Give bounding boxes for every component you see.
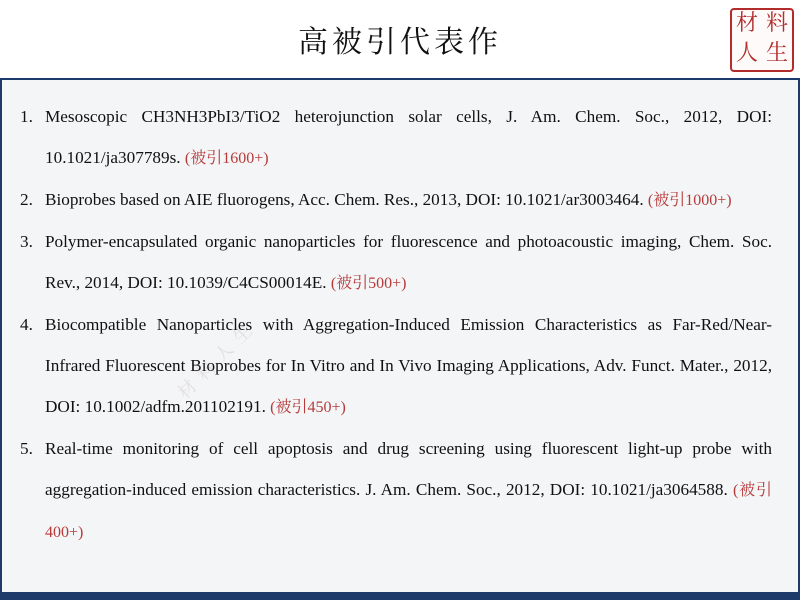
- reference-text: [45, 221, 772, 304]
- reference-item: [20, 428, 772, 553]
- reference-item: [20, 304, 772, 428]
- seal-char: 料: [765, 11, 788, 36]
- reference-number: 3.: [20, 232, 33, 251]
- reference-text: [45, 428, 772, 553]
- citation-count: (被引1000+): [647, 192, 732, 209]
- seal-logo: [730, 8, 794, 72]
- reference-item: [20, 96, 772, 179]
- citation-count: (被引400+): [45, 482, 772, 541]
- reference-item: [20, 179, 772, 221]
- reference-text: [45, 96, 772, 179]
- reference-item: [20, 221, 772, 304]
- reference-text: [45, 179, 772, 221]
- title-bar: [0, 0, 800, 80]
- seal-char: 生: [765, 41, 788, 66]
- page-title: 高被引代表作: [298, 25, 502, 60]
- citation-count: (被引450+): [270, 399, 346, 416]
- reference-body: Bioprobes based on AIE fluorogens, Acc. Chem. Res., 2013, DOI: 10.1021/ar3003464.: [45, 190, 644, 209]
- reference-body: Polymer-encapsulated organic nanoparticles for fluorescence and photoacoustic imaging, Chem. Soc. Rev., 2014, DOI: 10.1039/C4CS00014E.: [45, 232, 772, 292]
- seal-char: 材: [735, 11, 758, 36]
- citation-count: (被引500+): [330, 275, 407, 292]
- footer-strip: [0, 592, 800, 600]
- reference-body: Biocompatible Nanoparticles with Aggregation-Induced Emission Characteristics as Far-Red/Near-Infrared Fluorescent Bioprobes for In Vitro and In Vivo Imaging Applications, Adv. Funct. Mater., 2012, DOI: 10.1002/adfm.201102191.: [45, 315, 772, 416]
- reference-number: 1.: [20, 107, 33, 126]
- reference-list: [0, 80, 800, 600]
- citation-count: (被引1600+): [184, 150, 269, 167]
- seal-char: 人: [735, 41, 758, 66]
- watermark-text: 材料人生: [173, 314, 263, 404]
- reference-number: 2.: [20, 190, 33, 209]
- reference-number: 5.: [20, 439, 33, 458]
- reference-body: Mesoscopic CH3NH3PbI3/TiO2 heterojunction solar cells, J. Am. Chem. Soc., 2012, DOI: 10.1021/ja307789s.: [45, 107, 772, 167]
- reference-body: Real-time monitoring of cell apoptosis and drug screening using fluorescent light-up probe with aggregation-induced emission characteristics. J. Am. Chem. Soc., 2012, DOI: 10.1021/ja3064588.: [45, 439, 772, 499]
- reference-number: 4.: [20, 315, 33, 334]
- reference-text: [45, 304, 772, 428]
